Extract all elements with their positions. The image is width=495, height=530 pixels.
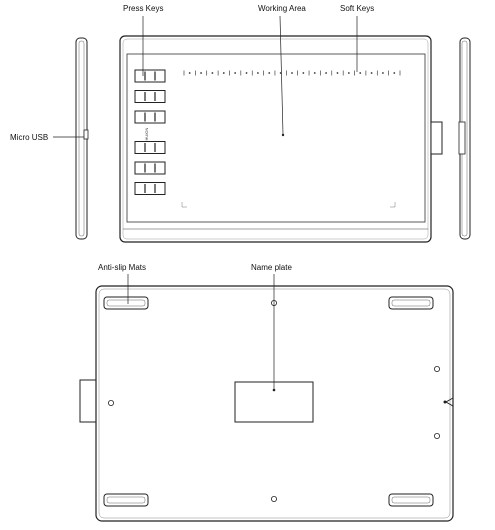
- soft-key-icon: [257, 72, 259, 74]
- soft-key-icon: [314, 72, 316, 74]
- press-key-group: [135, 142, 165, 154]
- tablet-body-front: [120, 36, 431, 242]
- soft-key-icon: [382, 72, 384, 74]
- anti-slip-mats-label: Anti-slip Mats: [98, 263, 147, 272]
- soft-key-icon: [337, 72, 339, 74]
- soft-key-icon: [302, 72, 304, 74]
- soft-keys-label: Soft Keys: [340, 4, 375, 13]
- anti-slip-mat-top-right: [389, 297, 433, 309]
- screw: [434, 366, 439, 371]
- soft-key-icon: [359, 72, 361, 74]
- anti-slip-mat-top-left: [104, 297, 148, 309]
- usb-port-side: [84, 130, 88, 139]
- soft-key-icon: [189, 72, 191, 74]
- press-key-group: [135, 91, 165, 103]
- soft-key-icon: [291, 72, 293, 74]
- working-area-label: Working Area: [258, 4, 306, 13]
- brand-logo: HUION: [144, 127, 149, 141]
- soft-key-icon: [371, 72, 373, 74]
- soft-key-icon: [212, 72, 214, 74]
- screw: [108, 400, 113, 405]
- soft-key-icon: [268, 72, 270, 74]
- press-key-group: [135, 183, 165, 195]
- anti-slip-mat-bottom-right: [389, 494, 433, 506]
- micro-usb-label: Micro USB: [10, 133, 49, 142]
- press-key-group: [135, 111, 165, 123]
- usb-connector-tab: [431, 122, 442, 154]
- back-view: [80, 263, 453, 521]
- front-view: [10, 4, 470, 242]
- soft-key-icon: [325, 72, 327, 74]
- anti-slip-mat-bottom-left: [104, 494, 148, 506]
- name-plate-label: Name plate: [251, 263, 292, 272]
- soft-key-icon: [200, 72, 202, 74]
- soft-key-icon: [246, 72, 248, 74]
- screw: [434, 433, 439, 438]
- back-side-tab: [80, 380, 98, 422]
- soft-key-icon: [348, 72, 350, 74]
- screw: [271, 496, 276, 501]
- press-keys-label: Press Keys: [123, 4, 164, 13]
- press-key-group: [135, 70, 165, 82]
- soft-key-icon: [223, 72, 225, 74]
- soft-key-icon: [234, 72, 236, 74]
- working-area-center: [282, 134, 284, 136]
- soft-key-icon: [393, 72, 395, 74]
- press-key-group: [135, 162, 165, 174]
